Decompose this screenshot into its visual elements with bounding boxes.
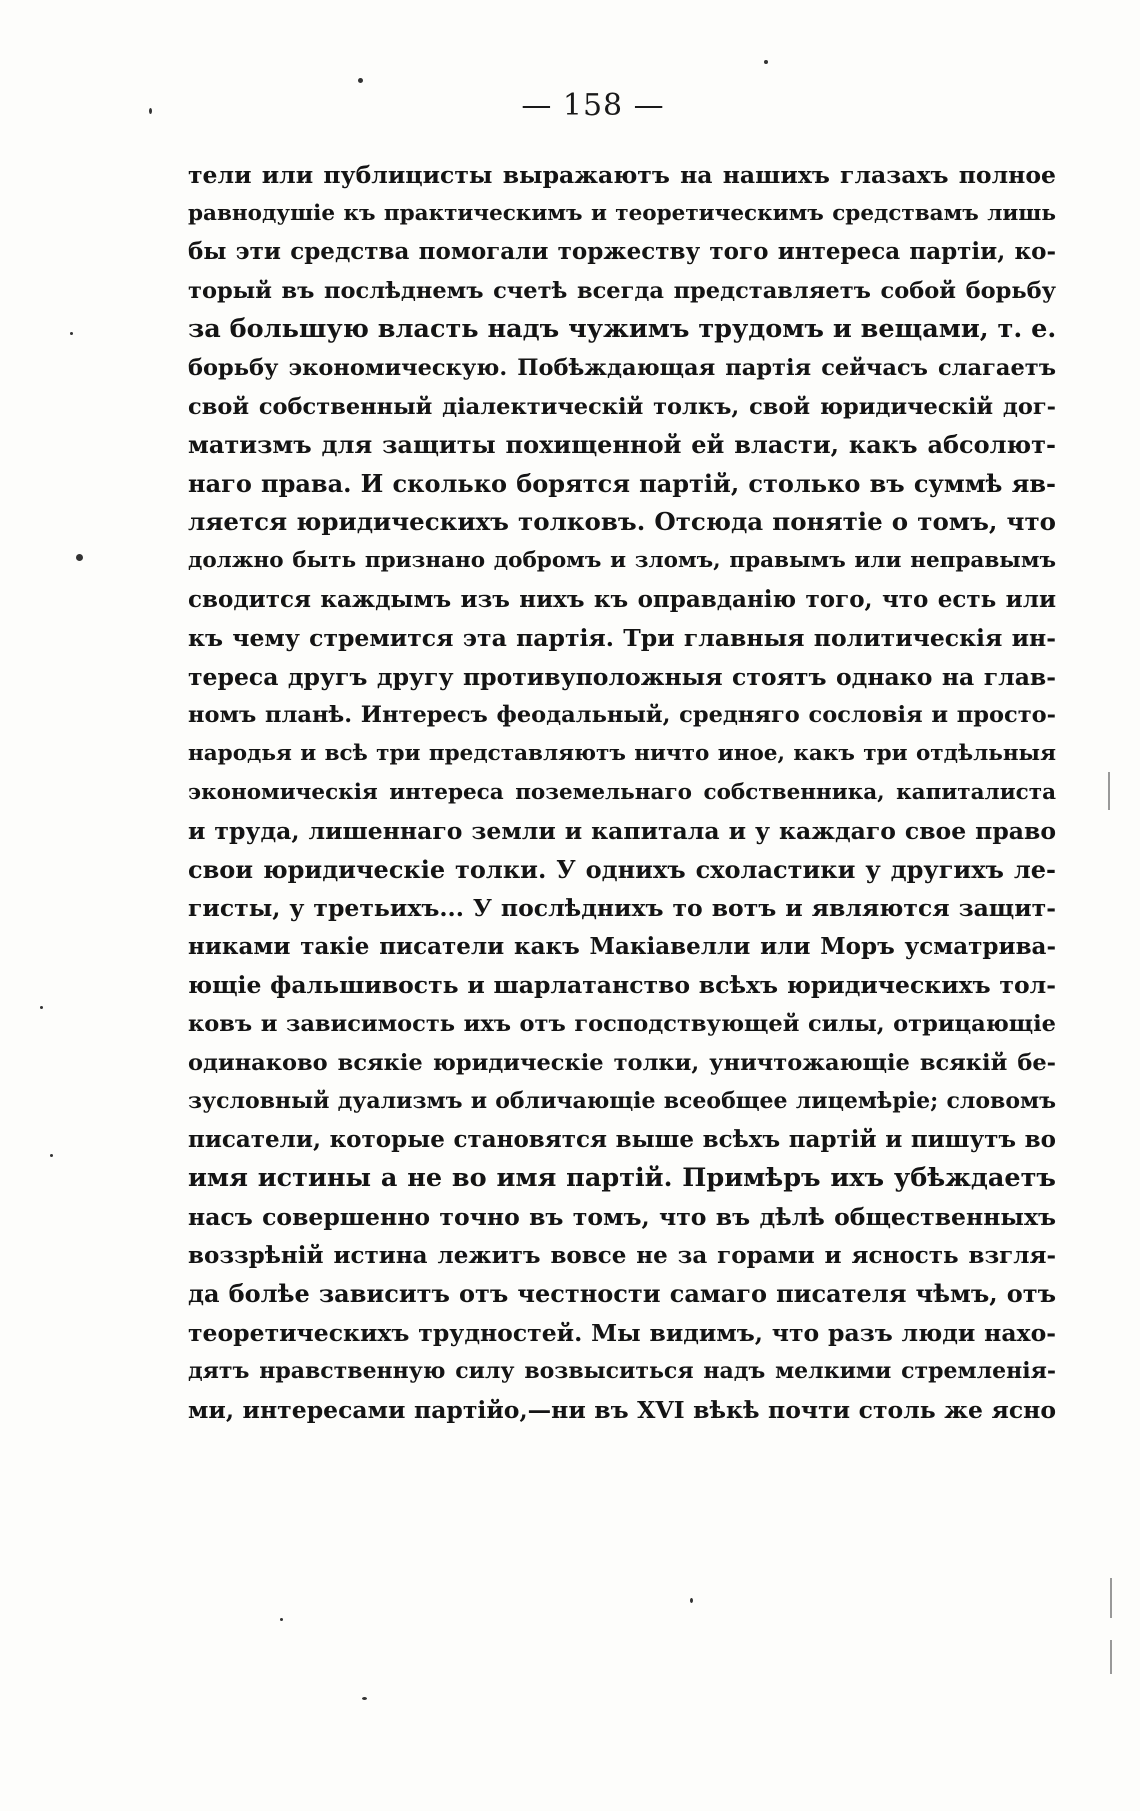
scan-speck <box>690 1598 693 1603</box>
scan-speck <box>76 554 83 561</box>
text-line: наго права. И сколько борятся партій, столько въ суммѣ яв- <box>188 468 1056 498</box>
scan-speck <box>764 60 768 64</box>
text-line: должно быть признано добромъ и зломъ, правымъ или неправымъ <box>188 547 1056 573</box>
text-line: за большую власть надъ чужимъ трудомъ и вещами, т. е. <box>188 314 1056 345</box>
text-line: свои юридическіе толки. У однихъ схоластики у другихъ ле- <box>188 854 1056 884</box>
text-line: ляется юридическихъ толковъ. Отсюда понятіе о томъ, что <box>188 507 1056 537</box>
text-line: одинаково всякіе юридическіе толки, уничтожающіе всякій бе- <box>188 1049 1056 1076</box>
scan-speck <box>40 1006 43 1009</box>
text-line: писатели, которые становятся выше всѣхъ партій и пишутъ во <box>188 1125 1056 1153</box>
text-line: тели или публицисты выражаютъ на нашихъ глазахъ полное <box>188 161 1056 189</box>
text-line: равнодушіе къ практическимъ и теоретическимъ средствамъ лишь <box>188 200 1056 226</box>
scan-speck <box>149 108 152 114</box>
text-line: ковъ и зависимость ихъ отъ господствующей силы, отрицающіе <box>188 1011 1056 1038</box>
text-line: сводится каждымъ изъ нихъ къ оправданію того, что есть или <box>188 585 1056 613</box>
text-line: тереса другъ другу противуположныя стоятъ однако на глав- <box>188 662 1056 691</box>
text-line: насъ совершенно точно въ томъ, что въ дѣлѣ общественныхъ <box>188 1203 1056 1232</box>
scan-speck <box>362 1697 367 1700</box>
text-line: матизмъ для защиты похищенной ей власти, какъ абсолют- <box>188 430 1056 460</box>
text-line: торый въ послѣднемъ счетѣ всегда представляетъ собой борьбу <box>188 277 1056 304</box>
text-line: имя истины а не во имя партій. Примѣръ ихъ убѣждаетъ <box>188 1163 1056 1194</box>
text-line: да болѣе зависитъ отъ честности самаго писателя чѣмъ, отъ <box>188 1279 1056 1309</box>
text-line: воззрѣній истина лежитъ вовсе не за горами и ясность взгля- <box>188 1241 1056 1269</box>
text-line: гисты, у третьихъ... У послѣднихъ то вотъ и являются защит- <box>188 894 1056 923</box>
text-line: ющіе фальшивость и шарлатанство всѣхъ юридическихъ тол- <box>188 971 1056 1000</box>
scan-margin-line <box>1108 772 1110 810</box>
scan-speck <box>50 1154 53 1157</box>
text-line: бы эти средства помогали торжеству того интереса партіи, ко- <box>188 238 1056 266</box>
text-line: и труда, лишеннаго земли и капитала и у каждаго свое право <box>188 817 1056 846</box>
text-line: теоретическихъ трудностей. Мы видимъ, что разъ люди нахо- <box>188 1318 1056 1347</box>
text-line: ми, интересами партійо,—ни въ XVI вѣкѣ почти столь же ясно <box>188 1396 1056 1424</box>
scan-margin-line <box>1110 1640 1112 1674</box>
text-line: никами такіе писатели какъ Макіавелли или Моръ усматрива- <box>188 932 1056 960</box>
scan-speck <box>280 1618 283 1621</box>
scan-speck <box>70 332 73 335</box>
scan-margin-line <box>1110 1578 1112 1618</box>
scan-speck <box>358 78 363 83</box>
text-line: свой собственный діалектическій толкъ, свой юридическій дог- <box>188 393 1056 420</box>
text-line: дятъ нравственную силу возвыситься надъ мелкими стремленія- <box>188 1358 1056 1385</box>
text-line: зусловный дуализмъ и обличающіе всеобщее лицемѣріе; словомъ <box>188 1088 1056 1115</box>
text-line: народья и всѣ три представляютъ ничто иное, какъ три отдѣльныя <box>188 740 1056 766</box>
text-line: экономическія интереса поземельнаго собственника, капиталиста <box>188 779 1056 805</box>
text-line: борьбу экономическую. Побѣждающая партія сейчасъ слагаетъ <box>188 354 1056 381</box>
text-line: номъ планѣ. Интересъ феодальный, средняго сословія и просто- <box>188 702 1056 729</box>
body-text <box>188 156 1056 1430</box>
page-number: — 158 — <box>521 88 665 123</box>
text-line: къ чему стремится эта партія. Три главныя политическія ин- <box>188 624 1056 653</box>
